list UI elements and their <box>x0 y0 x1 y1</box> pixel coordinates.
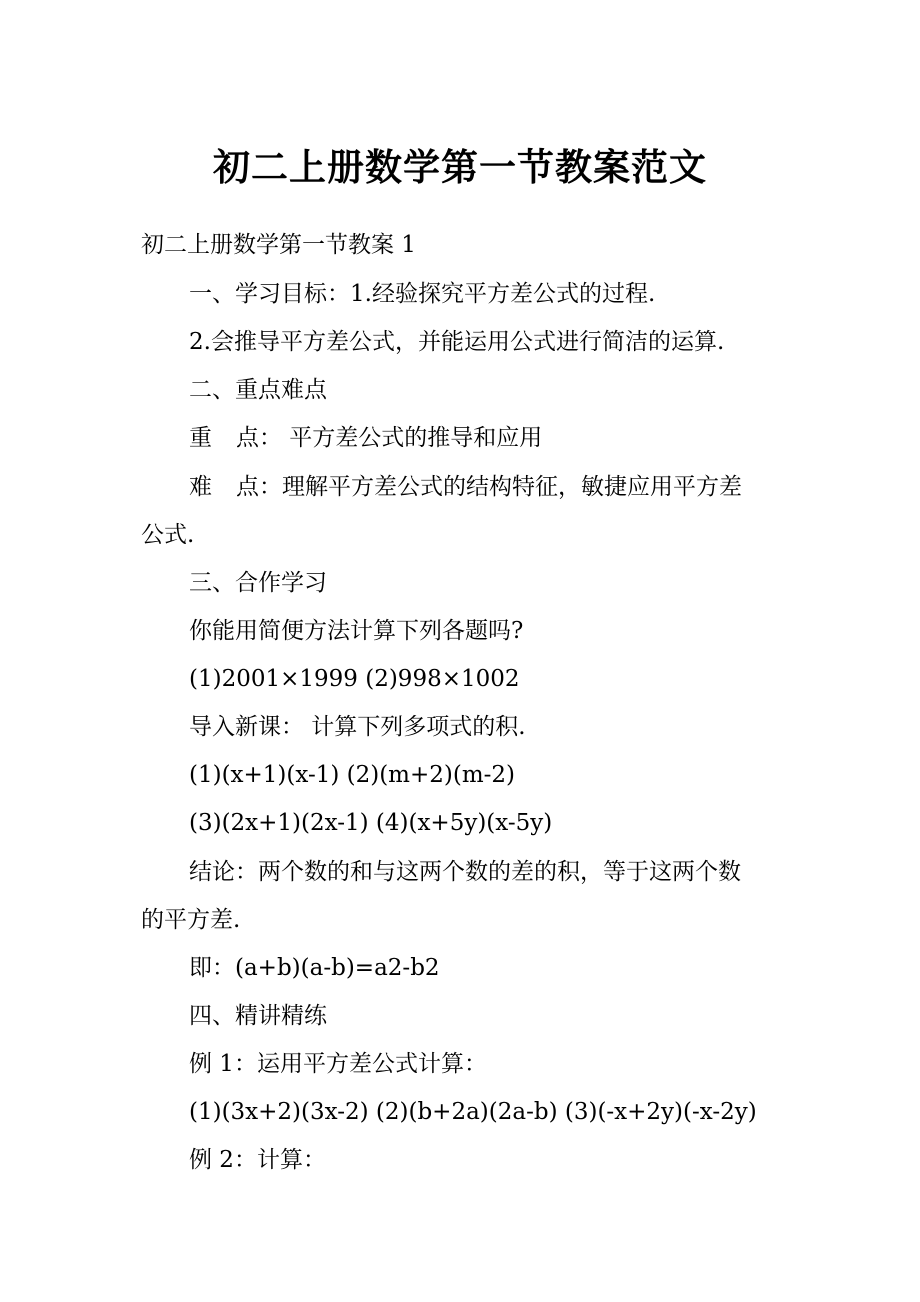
key-point-text: 点： 平方差公式的推导和应用 <box>236 425 543 451</box>
difficulty-line-continued: 公式. <box>141 522 195 548</box>
formula-line: 即：(a+b)(a-b)=a2-b2 <box>189 955 440 981</box>
key-point-label-1: 重 <box>189 425 212 451</box>
example-1-heading: 例 1：运用平方差公式计算： <box>189 1051 487 1077</box>
practice-heading: 四、精讲精练 <box>189 1003 327 1029</box>
key-points-heading: 二、重点难点 <box>189 377 327 403</box>
conclusion-line: 结论：两个数的和与这两个数的差的积，等于这两个数 <box>189 859 741 885</box>
learning-goals-line: 一、学习目标：1.经验探究平方差公式的过程. <box>189 281 656 307</box>
difficulty-line <box>189 472 742 502</box>
question-items: (1)2001×1999 (2)998×1002 <box>189 666 520 692</box>
cooperative-learning-heading: 三、合作学习 <box>189 570 327 596</box>
example-2-heading: 例 2：计算： <box>189 1147 326 1173</box>
difficulty-text: 点：理解平方差公式的结构特征，敏捷应用平方差 <box>236 474 742 500</box>
conclusion-line-continued: 的平方差. <box>141 907 241 933</box>
difficulty-label-1: 难 <box>189 474 212 500</box>
intro-line: 导入新课： 计算下列多项式的积. <box>189 714 526 740</box>
section-heading: 初二上册数学第一节教案 1 <box>141 232 416 258</box>
example-1-items: (1)(3x+2)(3x-2) (2)(b+2a)(2a-b) (3)(-x+2y)(-x-2y) <box>189 1099 757 1125</box>
polynomial-items-1: (1)(x+1)(x-1) (2)(m+2)(m-2) <box>189 762 516 788</box>
document-title: 初二上册数学第一节教案范文 <box>213 145 707 189</box>
learning-goals-line-2: 2.会推导平方差公式，并能运用公式进行简洁的运算. <box>189 329 725 355</box>
question-line: 你能用简便方法计算下列各题吗? <box>189 618 524 644</box>
key-point-line <box>189 423 542 453</box>
polynomial-items-2: (3)(2x+1)(2x-1) (4)(x+5y)(x-5y) <box>189 810 553 836</box>
